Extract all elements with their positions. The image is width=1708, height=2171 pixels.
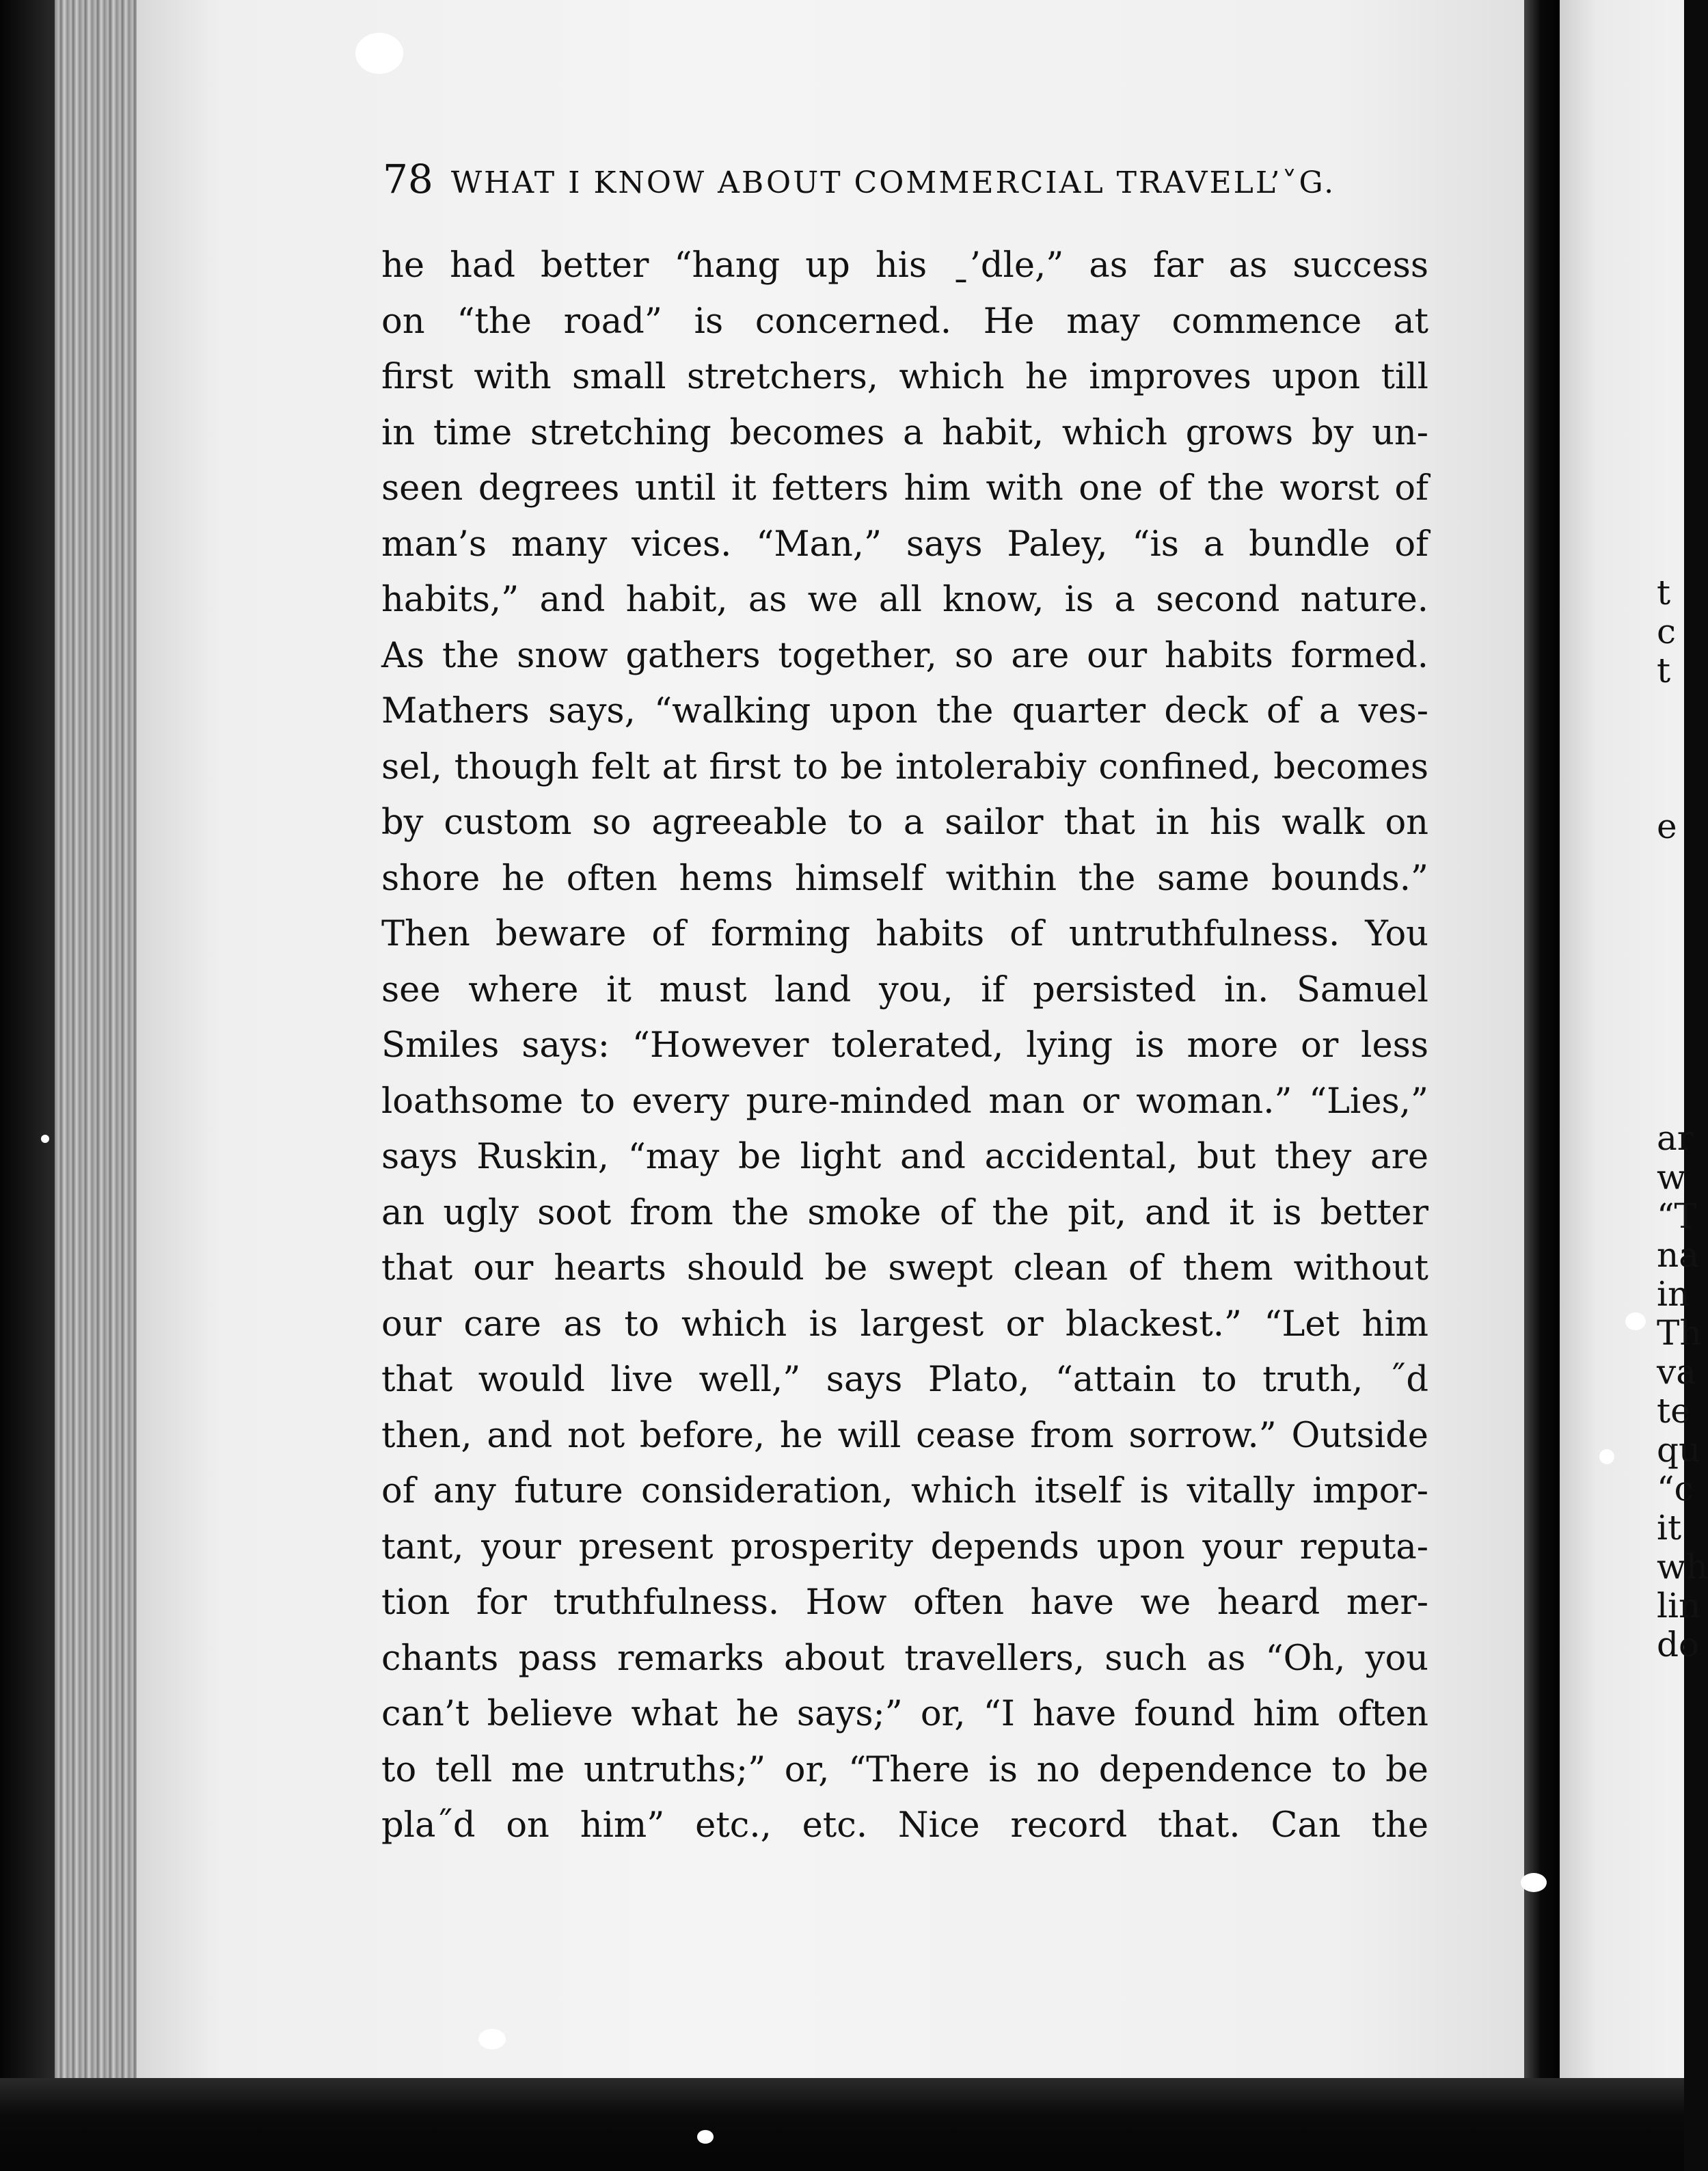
text-line: habits,” and habit, as we all know, is a second nature. <box>381 580 1428 620</box>
text-line: sel, though felt at first to be intolerabiy confined, becomes <box>381 746 1428 787</box>
adjacent-page-fragment: te <box>1657 1390 1691 1431</box>
text-line: in time stretching becomes a habit, which grows by un- <box>381 412 1428 453</box>
running-header <box>383 156 1408 202</box>
text-line: loathsome to every pure-minded man or woman.” “Lies,” <box>381 1081 1428 1122</box>
text-line: pla˝d on him” etc., etc. Nice record that. Can the <box>381 1805 1428 1846</box>
text-line: first with small stretchers, which he improves upon till <box>381 357 1428 397</box>
adjacent-page-fragment: w <box>1657 1157 1686 1197</box>
text-line: an ugly soot from the smoke of the pit, and it is better <box>381 1192 1428 1233</box>
adjacent-page-fragment: Th <box>1657 1312 1702 1353</box>
text-line: he had better “hang up his ˍ’dle,” as far as success <box>381 245 1428 286</box>
text-line: Then beware of forming habits of untruthfulness. You <box>381 914 1428 954</box>
adjacent-page-fragment: in <box>1657 1273 1690 1314</box>
adjacent-page-fragment: “c <box>1657 1468 1694 1509</box>
text-line: our care as to which is largest or blackest.” “Let him <box>381 1304 1428 1345</box>
text-line: As the snow gathers together, so are our habits formed. <box>381 635 1428 676</box>
adjacent-page-fragment: lin <box>1657 1585 1701 1626</box>
text-line: Smiles says: “However tolerated, lying is more or less <box>381 1025 1428 1066</box>
running-title: WHAT I KNOW ABOUT COMMERCIAL TRAVELL’˅G. <box>450 165 1336 200</box>
text-line: see where it must land you, if persisted in. Samuel <box>381 969 1428 1010</box>
text-line: chants pass remarks about travellers, such as “Oh, you <box>381 1638 1428 1679</box>
text-line: shore he often hems himself within the same bounds.” <box>381 858 1428 899</box>
text-line: tant, your present prosperity depends upon your reputa- <box>381 1526 1428 1567</box>
adjacent-page-fragment: ar <box>1657 1118 1694 1158</box>
text-line: man’s many vices. “Man,” says Paley, “is a bundle of <box>381 524 1428 565</box>
adjacent-page-fragment: t <box>1657 650 1671 690</box>
adjacent-page-fragment: it <box>1657 1507 1682 1548</box>
page-gutter <box>1524 0 1565 2171</box>
text-line: of any future consideration, which itself is vitally impor- <box>381 1471 1428 1511</box>
adjacent-page-fragment: va <box>1657 1351 1697 1392</box>
adjacent-page-fragment: e <box>1657 806 1677 846</box>
adjacent-page-fragment: qu <box>1657 1429 1701 1470</box>
adjacent-page-fragment: na <box>1657 1235 1700 1275</box>
adjacent-page-fragment: do <box>1657 1624 1700 1664</box>
text-line: seen degrees until it fetters him with one of the worst of <box>381 468 1428 509</box>
scan-bottom-border <box>0 2078 1684 2171</box>
book-binding-edge <box>0 0 55 2171</box>
adjacent-page <box>1560 0 1684 2085</box>
text-line: by custom so agreeable to a sailor that in his walk on <box>381 803 1428 843</box>
text-line: Mathers says, “walking upon the quarter deck of a ves- <box>381 691 1428 731</box>
adjacent-page-fragment: “T <box>1657 1196 1697 1236</box>
text-line: then, and not before, he will cease from sorrow.” Outside <box>381 1415 1428 1456</box>
body-text <box>381 238 1428 1854</box>
text-line: that would live well,” says Plato, “attain to truth, ˝d <box>381 1360 1428 1400</box>
adjacent-page-fragment: t <box>1657 572 1671 612</box>
text-line: to tell me untruths;” or, “There is no dependence to be <box>381 1749 1428 1790</box>
text-line: says Ruskin, “may be light and accidental, but they are <box>381 1137 1428 1177</box>
text-line: on “the road” is concerned. He may commence at <box>381 301 1428 342</box>
page-number: 78 <box>383 156 433 202</box>
adjacent-page-fragment: c <box>1657 611 1677 651</box>
text-line: can’t believe what he says;” or, “I have found him often <box>381 1694 1428 1734</box>
text-line: that our hearts should be swept clean of them without <box>381 1248 1428 1289</box>
adjacent-page-fragment: wh <box>1657 1546 1708 1587</box>
text-line: tion for truthfulness. How often have we heard mer- <box>381 1582 1428 1623</box>
